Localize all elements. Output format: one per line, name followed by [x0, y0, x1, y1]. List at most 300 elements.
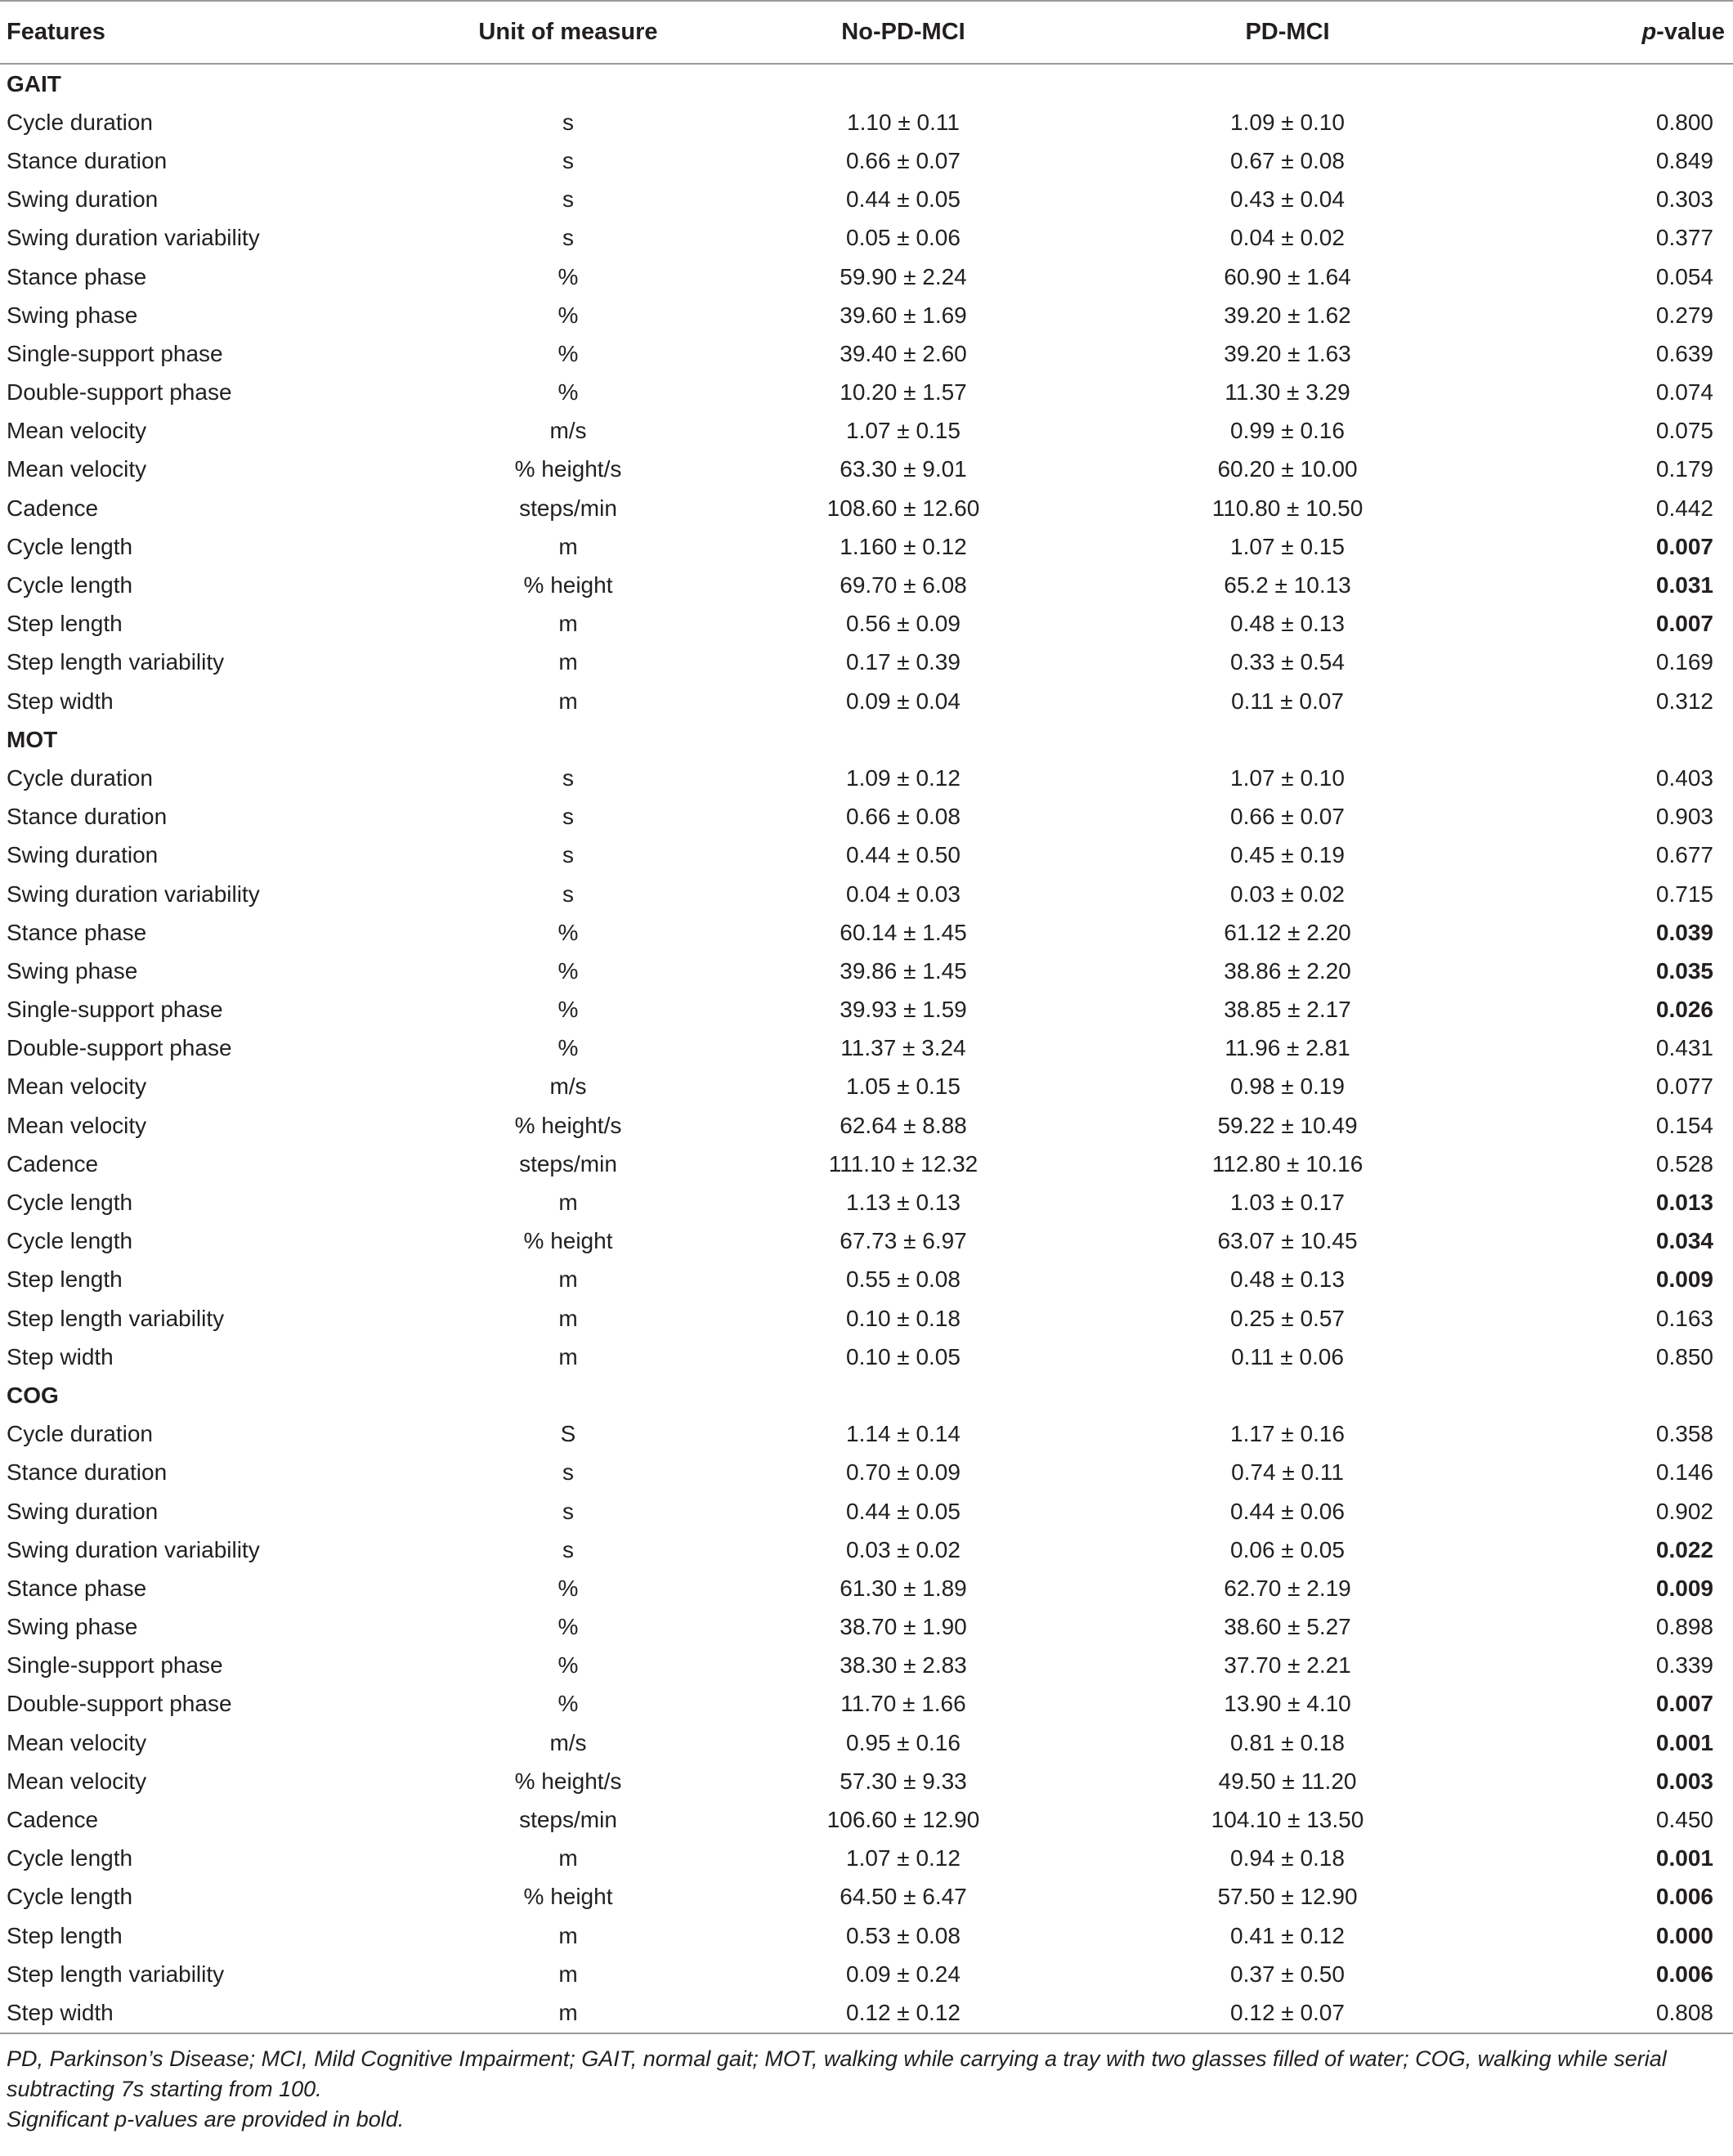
- table-row: [0, 836, 1733, 875]
- pd-mci-cell: 39.20 ± 1.62: [1224, 302, 1351, 328]
- table-row: [0, 798, 1733, 836]
- p-value-cell: 0.179: [1655, 456, 1713, 482]
- feature-cell: Step length variability: [7, 1961, 225, 1987]
- feature-cell: Single-support phase: [7, 997, 223, 1023]
- feature-cell: Stance duration: [7, 147, 168, 173]
- p-value-cell: 0.035: [1655, 957, 1713, 984]
- table-row: [0, 566, 1733, 604]
- table-row: [0, 875, 1733, 913]
- unit-cell: %: [558, 1652, 579, 1679]
- unit-cell: %: [558, 263, 579, 289]
- unit-cell: s: [562, 1536, 574, 1562]
- feature-cell: Stance duration: [7, 1459, 168, 1486]
- p-value-cell: 0.169: [1655, 649, 1713, 675]
- feature-cell: Mean velocity: [7, 1729, 147, 1755]
- pd-mci-cell: 38.86 ± 2.20: [1224, 957, 1351, 984]
- table-row: [0, 1415, 1733, 1454]
- pd-mci-cell: 0.11 ± 0.07: [1231, 688, 1344, 714]
- p-value-cell: 0.006: [1655, 1884, 1713, 1910]
- pd-mci-cell: 0.03 ± 0.02: [1230, 881, 1345, 907]
- pd-mci-cell: 110.80 ± 10.50: [1211, 495, 1364, 521]
- no-pd-mci-cell: 0.95 ± 0.16: [846, 1729, 961, 1755]
- no-pd-mci-cell: 108.60 ± 12.60: [826, 495, 980, 521]
- table-row: [0, 1492, 1733, 1531]
- unit-cell: %: [558, 1691, 579, 1717]
- feature-cell: Cadence: [7, 1150, 99, 1177]
- table-row: [0, 141, 1733, 180]
- feature-cell: Cadence: [7, 1807, 99, 1833]
- no-pd-mci-cell: 0.70 ± 0.09: [846, 1459, 961, 1486]
- footnote-significance: Significant p-values are provided in bold.: [7, 2107, 405, 2131]
- no-pd-mci-cell: 57.30 ± 9.33: [840, 1768, 967, 1794]
- p-value-cell: 0.163: [1655, 1305, 1713, 1331]
- no-pd-mci-cell: 38.70 ± 1.90: [840, 1614, 967, 1640]
- table-row: [0, 643, 1733, 682]
- table-row: [0, 1531, 1733, 1569]
- section-header-row: [0, 64, 1733, 103]
- unit-cell: steps/min: [519, 1807, 617, 1833]
- p-value-cell: 0.039: [1655, 919, 1713, 945]
- table-row: [0, 682, 1733, 720]
- no-pd-mci-cell: 1.07 ± 0.15: [846, 418, 961, 444]
- feature-cell: Double-support phase: [7, 379, 232, 406]
- unit-cell: s: [562, 842, 574, 868]
- feature-cell: Swing phase: [7, 1614, 138, 1640]
- no-pd-mci-cell: 11.37 ± 3.24: [840, 1035, 966, 1061]
- no-pd-mci-cell: 64.50 ± 6.47: [840, 1884, 967, 1910]
- p-value-cell: 0.528: [1655, 1150, 1713, 1177]
- no-pd-mci-cell: 0.10 ± 0.05: [846, 1343, 961, 1369]
- feature-cell: Step length variability: [7, 1305, 225, 1331]
- pd-mci-cell: 0.25 ± 0.57: [1230, 1305, 1345, 1331]
- p-value-cell: 0.007: [1655, 611, 1713, 637]
- pd-mci-cell: 38.85 ± 2.17: [1224, 997, 1351, 1023]
- no-pd-mci-cell: 0.44 ± 0.05: [846, 1498, 961, 1524]
- p-value-cell: 0.902: [1655, 1498, 1713, 1524]
- p-value-cell: 0.009: [1655, 1575, 1713, 1601]
- feature-cell: Stance phase: [7, 263, 147, 289]
- feature-cell: Swing duration: [7, 186, 159, 213]
- table-row: [0, 1955, 1733, 1993]
- no-pd-mci-cell: 1.10 ± 0.11: [847, 109, 960, 135]
- pd-mci-cell: 65.2 ± 10.13: [1224, 572, 1351, 598]
- no-pd-mci-cell: 0.03 ± 0.02: [846, 1536, 961, 1562]
- pd-mci-cell: 11.96 ± 2.81: [1225, 1035, 1350, 1061]
- feature-cell: Mean velocity: [7, 418, 147, 444]
- pd-mci-cell: 0.48 ± 0.13: [1230, 611, 1345, 637]
- feature-cell: Double-support phase: [7, 1035, 232, 1061]
- unit-cell: m: [558, 533, 578, 559]
- feature-cell: Single-support phase: [7, 340, 223, 366]
- unit-cell: m/s: [549, 1729, 587, 1755]
- unit-cell: %: [558, 1614, 579, 1640]
- pd-mci-cell: 37.70 ± 2.21: [1224, 1652, 1351, 1679]
- table-row: [0, 412, 1733, 450]
- feature-cell: Cycle length: [7, 1190, 133, 1216]
- pd-mci-cell: 0.11 ± 0.06: [1231, 1343, 1344, 1369]
- no-pd-mci-cell: 1.160 ± 0.12: [840, 533, 967, 559]
- no-pd-mci-cell: 0.44 ± 0.50: [846, 842, 961, 868]
- p-value-cell: 0.003: [1655, 1768, 1713, 1794]
- p-value-cell: 0.715: [1655, 881, 1713, 907]
- unit-cell: m: [558, 1266, 578, 1293]
- unit-cell: %: [558, 957, 579, 984]
- unit-cell: m: [558, 1922, 578, 1948]
- p-value-cell: 0.007: [1655, 533, 1713, 559]
- no-pd-mci-cell: 111.10 ± 12.32: [828, 1150, 978, 1177]
- table-row: [0, 1454, 1733, 1492]
- table-row: [0, 1029, 1733, 1068]
- p-value-cell: 0.054: [1655, 263, 1713, 289]
- table-row: [0, 1993, 1733, 2033]
- no-pd-mci-cell: 67.73 ± 6.97: [840, 1228, 967, 1254]
- no-pd-mci-cell: 0.10 ± 0.18: [846, 1305, 961, 1331]
- pd-mci-cell: 0.12 ± 0.07: [1095, 1993, 1480, 2033]
- feature-cell: Cycle length: [7, 533, 133, 559]
- pd-mci-cell: 0.44 ± 0.06: [1230, 1498, 1345, 1524]
- table-row: [0, 1569, 1733, 1607]
- unit-cell: S: [560, 1421, 576, 1447]
- p-value-cell: 0.431: [1655, 1035, 1713, 1061]
- table-row: [0, 1878, 1733, 1916]
- no-pd-mci-cell: 0.09 ± 0.04: [846, 688, 961, 714]
- table-row: [0, 1145, 1733, 1183]
- p-value-cell: 0.339: [1655, 1652, 1713, 1679]
- unit-cell: % height: [523, 1228, 613, 1254]
- unit-cell: % height/s: [514, 1768, 622, 1794]
- no-pd-mci-cell: 0.56 ± 0.09: [846, 611, 961, 637]
- section-label: GAIT: [7, 70, 61, 96]
- p-value-cell: 0.026: [1655, 997, 1713, 1023]
- no-pd-mci-cell: 0.53 ± 0.08: [846, 1922, 961, 1948]
- table-row: [0, 1261, 1733, 1299]
- feature-cell: Step length: [7, 611, 123, 637]
- pd-mci-cell: 0.67 ± 0.08: [1230, 147, 1345, 173]
- pd-mci-cell: 59.22 ± 10.49: [1217, 1112, 1358, 1138]
- no-pd-mci-cell: 1.05 ± 0.15: [846, 1074, 961, 1100]
- no-pd-mci-cell: 10.20 ± 1.57: [840, 379, 967, 406]
- section-label: COG: [7, 1382, 59, 1408]
- feature-cell: Mean velocity: [7, 456, 147, 482]
- pd-mci-cell: 0.94 ± 0.18: [1230, 1845, 1345, 1871]
- table-row: [0, 1222, 1733, 1261]
- no-pd-mci-cell: 0.05 ± 0.06: [846, 225, 961, 251]
- unit-cell: s: [562, 804, 574, 830]
- unit-cell: m: [558, 649, 578, 675]
- pd-mci-cell: 1.07 ± 0.15: [1230, 533, 1345, 559]
- pd-mci-cell: 49.50 ± 11.20: [1218, 1768, 1357, 1794]
- no-pd-mci-cell: 0.66 ± 0.08: [846, 804, 961, 830]
- unit-cell: % height: [523, 1884, 613, 1910]
- pd-mci-cell: 0.37 ± 0.50: [1230, 1961, 1345, 1987]
- pd-mci-cell: 13.90 ± 4.10: [1224, 1691, 1351, 1717]
- unit-cell: s: [562, 225, 574, 251]
- unit-cell: s: [562, 147, 574, 173]
- unit-cell: steps/min: [519, 1150, 617, 1177]
- p-value-cell: 0.312: [1655, 688, 1713, 714]
- feature-cell: Cycle duration: [7, 1421, 153, 1447]
- table-row: [0, 103, 1733, 141]
- pd-mci-cell: 0.74 ± 0.11: [1231, 1459, 1344, 1486]
- pd-mci-cell: 38.60 ± 5.27: [1224, 1614, 1351, 1640]
- pd-mci-cell: 104.10 ± 13.50: [1211, 1807, 1364, 1833]
- feature-cell: Swing duration variability: [7, 225, 260, 251]
- section-header-row: [0, 1376, 1733, 1414]
- pd-mci-cell: 60.90 ± 1.64: [1224, 263, 1351, 289]
- no-pd-mci-cell: 39.40 ± 2.60: [840, 340, 967, 366]
- unit-cell: %: [558, 919, 579, 945]
- table-header-row: [0, 1, 1733, 64]
- no-pd-mci-cell: 59.90 ± 2.24: [840, 263, 967, 289]
- no-pd-mci-cell: 0.09 ± 0.24: [846, 1961, 961, 1987]
- p-value-cell: 0.031: [1655, 572, 1713, 598]
- feature-cell: Step width: [7, 688, 114, 714]
- p-value-cell: 0.903: [1655, 804, 1713, 830]
- pd-mci-cell: 0.06 ± 0.05: [1230, 1536, 1345, 1562]
- no-pd-mci-cell: 1.14 ± 0.14: [846, 1421, 961, 1447]
- p-value-cell: 0.639: [1655, 340, 1713, 366]
- feature-cell: Cadence: [7, 495, 99, 521]
- pd-mci-cell: 61.12 ± 2.20: [1224, 919, 1351, 945]
- table-row: [0, 1800, 1733, 1839]
- pd-mci-cell: 0.04 ± 0.02: [1230, 225, 1345, 251]
- unit-cell: m/s: [549, 418, 587, 444]
- p-value-cell: 0.677: [1655, 842, 1713, 868]
- no-pd-mci-cell: 38.30 ± 2.83: [840, 1652, 967, 1679]
- header-pd-mci: PD-MCI: [1095, 1, 1480, 64]
- feature-cell: Mean velocity: [7, 1768, 147, 1794]
- feature-cell: Single-support phase: [7, 1652, 223, 1679]
- p-value-cell: 0.800: [1655, 109, 1713, 135]
- table-row: [0, 1647, 1733, 1685]
- pd-mci-cell: 0.66 ± 0.07: [1230, 804, 1345, 830]
- feature-cell: Mean velocity: [7, 1112, 147, 1138]
- feature-cell: Cycle length: [7, 572, 133, 598]
- feature-cell: Step width: [0, 1993, 425, 2033]
- table-row: [0, 1723, 1733, 1762]
- p-value-cell: 0.013: [1655, 1190, 1713, 1216]
- pd-mci-cell: 1.09 ± 0.10: [1230, 109, 1345, 135]
- p-value-cell: 0.146: [1655, 1459, 1713, 1486]
- unit-cell: %: [558, 997, 579, 1023]
- table-row: [0, 1916, 1733, 1955]
- unit-cell: %: [558, 1035, 579, 1061]
- p-value-cell: 0.077: [1655, 1074, 1713, 1100]
- p-value-cell: 0.303: [1655, 186, 1713, 213]
- pd-mci-cell: 0.41 ± 0.12: [1230, 1922, 1345, 1948]
- pd-mci-cell: 0.45 ± 0.19: [1230, 842, 1345, 868]
- feature-cell: Swing phase: [7, 957, 138, 984]
- feature-cell: Swing duration variability: [7, 1536, 260, 1562]
- unit-cell: %: [558, 340, 579, 366]
- table-row: [0, 450, 1733, 489]
- table-row: [0, 181, 1733, 219]
- feature-cell: Cycle length: [7, 1845, 133, 1871]
- table-row: [0, 374, 1733, 412]
- no-pd-mci-cell: 106.60 ± 12.90: [826, 1807, 980, 1833]
- p-value-cell: 0.898: [1655, 1614, 1713, 1640]
- p-value-cell: 0.022: [1655, 1536, 1713, 1562]
- unit-cell: m: [558, 611, 578, 637]
- unit-cell: %: [558, 302, 579, 328]
- unit-cell: s: [562, 186, 574, 213]
- unit-cell: %: [558, 379, 579, 406]
- feature-cell: Stance phase: [7, 919, 147, 945]
- feature-cell: Mean velocity: [7, 1074, 147, 1100]
- p-value-cell: 0.001: [1655, 1729, 1713, 1755]
- no-pd-mci-cell: 0.12 ± 0.12: [711, 1993, 1095, 2033]
- p-value-cell: 0.007: [1655, 1691, 1713, 1717]
- pd-mci-cell: 1.17 ± 0.16: [1230, 1421, 1345, 1447]
- no-pd-mci-cell: 61.30 ± 1.89: [840, 1575, 967, 1601]
- pd-mci-cell: 0.43 ± 0.04: [1230, 186, 1345, 213]
- no-pd-mci-cell: 0.55 ± 0.08: [846, 1266, 961, 1293]
- unit-cell: s: [562, 1498, 574, 1524]
- header-p-suffix: -value: [1656, 19, 1725, 45]
- p-value-cell: 0.009: [1655, 1266, 1713, 1293]
- pd-mci-cell: 0.33 ± 0.54: [1230, 649, 1345, 675]
- table-row: [0, 219, 1733, 258]
- table-row: [0, 913, 1733, 952]
- feature-cell: Step length variability: [7, 649, 225, 675]
- pd-mci-cell: 57.50 ± 12.90: [1217, 1884, 1358, 1910]
- p-value-cell: 0.358: [1655, 1421, 1713, 1447]
- table-row: [0, 527, 1733, 566]
- pd-mci-cell: 60.20 ± 10.00: [1217, 456, 1358, 482]
- table-body: [0, 64, 1733, 2033]
- unit-cell: s: [562, 109, 574, 135]
- unit-cell: s: [562, 1459, 574, 1486]
- table-row: [0, 759, 1733, 797]
- pd-mci-cell: 1.07 ± 0.10: [1230, 764, 1345, 791]
- unit-cell: s: [562, 881, 574, 907]
- feature-cell: Stance duration: [7, 804, 168, 830]
- p-value-cell: 0.442: [1655, 495, 1713, 521]
- p-value-cell: 0.001: [1655, 1845, 1713, 1871]
- p-value-cell: 0.450: [1655, 1807, 1713, 1833]
- p-value-cell: 0.377: [1655, 225, 1713, 251]
- no-pd-mci-cell: 1.07 ± 0.12: [846, 1845, 961, 1871]
- unit-cell: m: [425, 1993, 711, 2033]
- p-value-cell: 0.279: [1655, 302, 1713, 328]
- unit-cell: steps/min: [519, 495, 617, 521]
- no-pd-mci-cell: 1.13 ± 0.13: [846, 1190, 961, 1216]
- header-p-value: [1480, 1, 1733, 64]
- pd-mci-cell: 63.07 ± 10.45: [1217, 1228, 1358, 1254]
- no-pd-mci-cell: 39.86 ± 1.45: [840, 957, 967, 984]
- p-value-cell: 0.850: [1655, 1343, 1713, 1369]
- unit-cell: m: [558, 1343, 578, 1369]
- feature-cell: Swing duration: [7, 1498, 159, 1524]
- unit-cell: s: [562, 764, 574, 791]
- table-row: [0, 1338, 1733, 1376]
- p-value-cell: 0.006: [1655, 1961, 1713, 1987]
- header-p-letter: p: [1641, 19, 1657, 45]
- feature-cell: Cycle length: [7, 1884, 133, 1910]
- feature-cell: Cycle duration: [7, 764, 153, 791]
- unit-cell: %: [558, 1575, 579, 1601]
- no-pd-mci-cell: 0.04 ± 0.03: [846, 881, 961, 907]
- pd-mci-cell: 0.99 ± 0.16: [1230, 418, 1345, 444]
- pd-mci-cell: 0.98 ± 0.19: [1230, 1074, 1345, 1100]
- unit-cell: m: [558, 1961, 578, 1987]
- feature-cell: Cycle duration: [7, 109, 153, 135]
- pd-mci-cell: 1.03 ± 0.17: [1230, 1190, 1345, 1216]
- no-pd-mci-cell: 0.17 ± 0.39: [846, 649, 961, 675]
- feature-cell: Stance phase: [7, 1575, 147, 1601]
- table-row: [0, 258, 1733, 296]
- unit-cell: m/s: [549, 1074, 587, 1100]
- unit-cell: m: [558, 1190, 578, 1216]
- table-row: [0, 296, 1733, 334]
- p-value-cell: 0.034: [1655, 1228, 1713, 1254]
- table-row: [0, 1840, 1733, 1878]
- table-row: [0, 952, 1733, 990]
- section-header-row: [0, 720, 1733, 759]
- pd-mci-cell: 11.30 ± 3.29: [1225, 379, 1350, 406]
- table-row: [0, 991, 1733, 1029]
- no-pd-mci-cell: 69.70 ± 6.08: [840, 572, 967, 598]
- p-value-cell: 0.154: [1655, 1112, 1713, 1138]
- table-row: [0, 1685, 1733, 1723]
- header-features: Features: [0, 1, 425, 64]
- table-row: [0, 1608, 1733, 1647]
- table-row: [0, 1106, 1733, 1145]
- table-row: [0, 334, 1733, 373]
- unit-cell: % height: [523, 572, 613, 598]
- no-pd-mci-cell: 0.66 ± 0.07: [846, 147, 961, 173]
- table-row: [0, 1068, 1733, 1106]
- p-value-cell: 0.849: [1655, 147, 1713, 173]
- table-row: [0, 1299, 1733, 1338]
- no-pd-mci-cell: 11.70 ± 1.66: [840, 1691, 966, 1717]
- table-row: [0, 489, 1733, 527]
- table-row: [0, 1183, 1733, 1221]
- feature-cell: Cycle length: [7, 1228, 133, 1254]
- no-pd-mci-cell: 62.64 ± 8.88: [840, 1112, 967, 1138]
- pd-mci-cell: 39.20 ± 1.63: [1224, 340, 1351, 366]
- feature-cell: Swing duration variability: [7, 881, 260, 907]
- feature-cell: Swing phase: [7, 302, 138, 328]
- pd-mci-cell: 112.80 ± 10.16: [1211, 1150, 1364, 1177]
- feature-cell: Step width: [7, 1343, 114, 1369]
- feature-cell: Step length: [7, 1266, 123, 1293]
- unit-cell: m: [558, 688, 578, 714]
- p-value-cell: 0.808: [1480, 1993, 1733, 2033]
- header-unit: Unit of measure: [425, 1, 711, 64]
- p-value-cell: 0.000: [1655, 1922, 1713, 1948]
- unit-cell: m: [558, 1845, 578, 1871]
- unit-cell: % height/s: [514, 1112, 622, 1138]
- pd-mci-cell: 0.81 ± 0.18: [1230, 1729, 1345, 1755]
- no-pd-mci-cell: 1.09 ± 0.12: [846, 764, 961, 791]
- header-no-pd-mci: No-PD-MCI: [711, 1, 1095, 64]
- table-row: [0, 605, 1733, 643]
- no-pd-mci-cell: 63.30 ± 9.01: [840, 456, 967, 482]
- unit-cell: % height/s: [514, 456, 622, 482]
- unit-cell: m: [558, 1305, 578, 1331]
- pd-mci-cell: 62.70 ± 2.19: [1224, 1575, 1351, 1601]
- table-footnote: [7, 2044, 1726, 2135]
- no-pd-mci-cell: 39.60 ± 1.69: [840, 302, 967, 328]
- p-value-cell: 0.074: [1655, 379, 1713, 406]
- no-pd-mci-cell: 39.93 ± 1.59: [840, 997, 967, 1023]
- no-pd-mci-cell: 60.14 ± 1.45: [840, 919, 967, 945]
- section-label: MOT: [7, 726, 58, 752]
- p-value-cell: 0.075: [1655, 418, 1713, 444]
- no-pd-mci-cell: 0.44 ± 0.05: [846, 186, 961, 213]
- table-row: [0, 1762, 1733, 1800]
